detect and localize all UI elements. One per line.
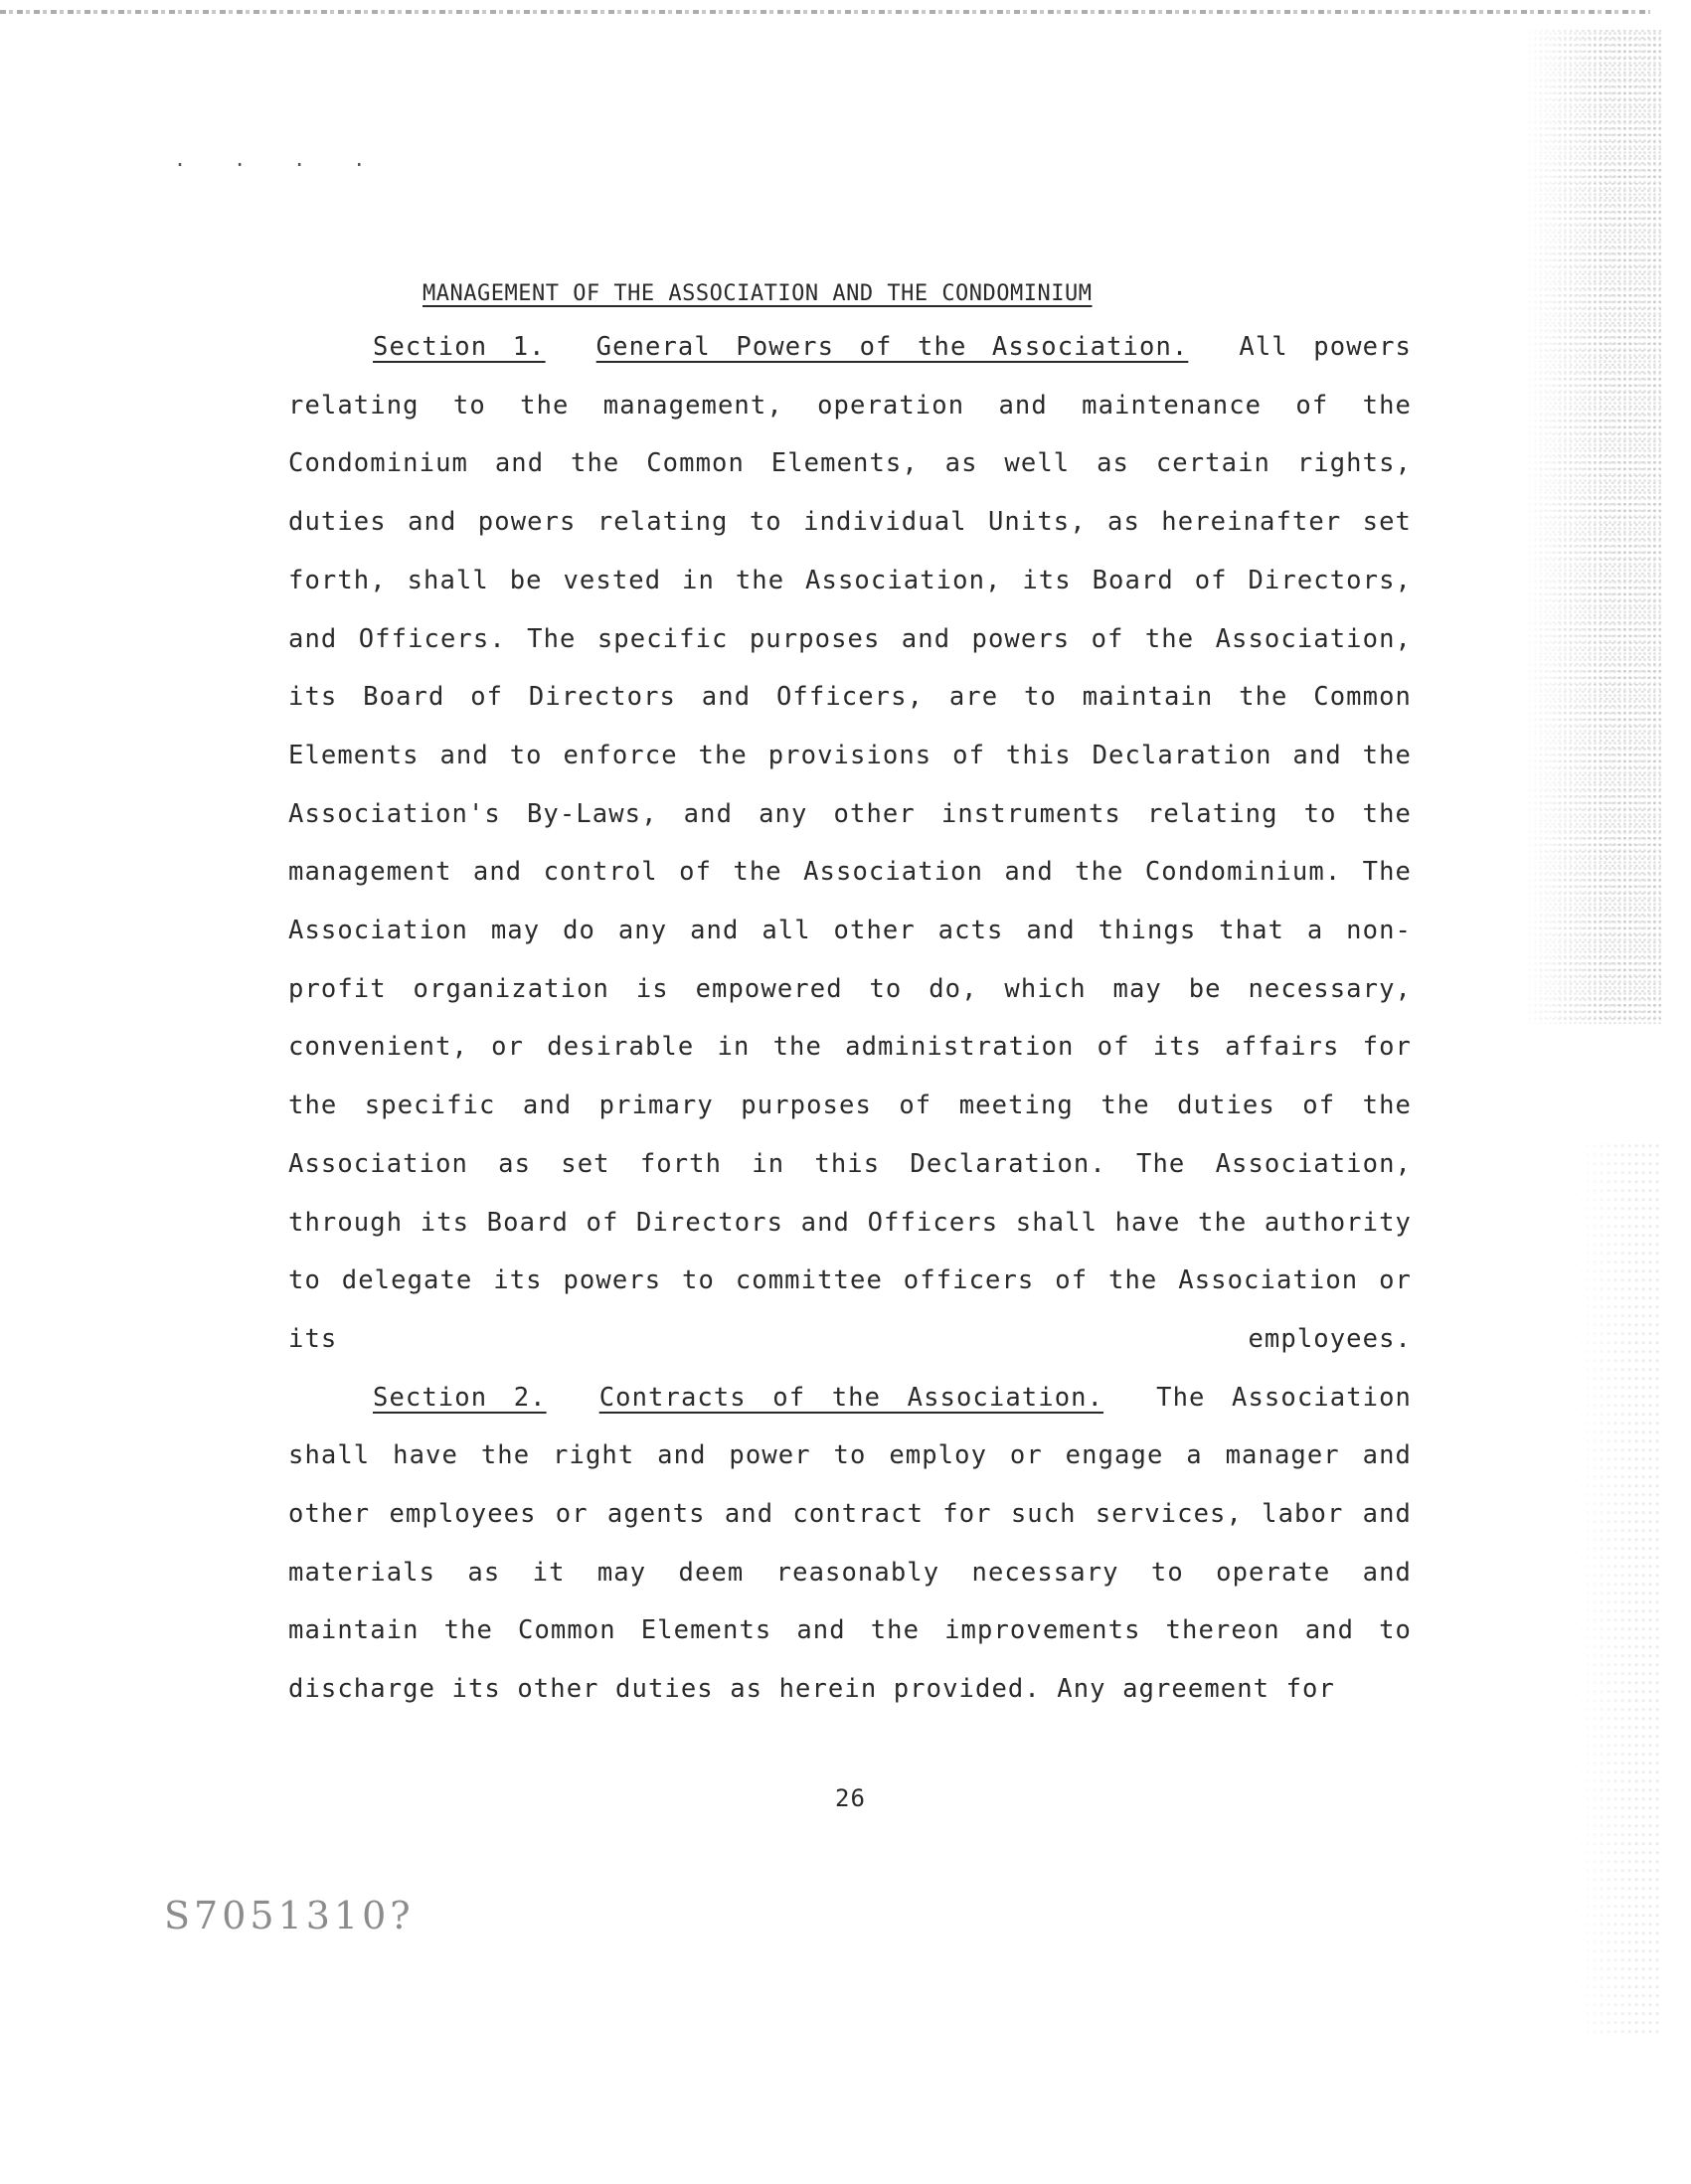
section-2-text: The Association shall have the right and power to employ or engage a manager and other employees or agents and contract for such services, labor and materials as it may deem reasonably necessary to operate and maintain the Common Elements and the improvements thereon and to discharge its other duties as herein provided. Any agreement for	[288, 1382, 1413, 1705]
section-2-paragraph	[288, 1369, 1412, 1719]
section-2-title: Contracts of the Association.	[598, 1382, 1104, 1413]
document-stamp: S7051310?	[164, 1894, 415, 1937]
section-2-label: Section 2.	[373, 1382, 547, 1413]
section-1-label: Section 1.	[373, 332, 546, 362]
section-1-title: General Powers of the Association.	[595, 332, 1189, 362]
scan-edge-artifact	[0, 10, 1650, 14]
document-heading: MANAGEMENT OF THE ASSOCIATION AND THE CONDOMINIUM	[423, 281, 1093, 306]
section-1-paragraph	[288, 318, 1412, 1369]
section-1-text: All powers relating to the management, operation and maintenance of the Condominium and the Common Elements, as well as certain rights, duties and powers relating to individual Units, as hereinafter set forth, shall be vested in the Association, its Board of Directors, and Officers. The specific purposes and powers of the Association, its Board of Directors and Officers, are to maintain the Common Elements and to enforce the provisions of this Declaration and the Association's By-Laws, and any other instruments relating to the management and control of the Association and the Condominium. The Association may do any and all other acts and things that a non-profit organization is empowered to do, which may be necessary, convenient, or desirable in the administration of its affairs for the specific and primary purposes of meeting the duties of the Association as set forth in this Declaration. The Association, through its Board of Directors and Officers shall have the authority to delegate its powers to committee officers of the Association or its employees.	[288, 332, 1413, 1354]
scan-dots: . . . .	[174, 147, 384, 171]
document-body	[288, 318, 1412, 1719]
scan-noise-artifact-lower	[1572, 1143, 1661, 2038]
page-number: 26	[835, 1784, 866, 1812]
scan-noise-artifact	[1522, 30, 1661, 1024]
